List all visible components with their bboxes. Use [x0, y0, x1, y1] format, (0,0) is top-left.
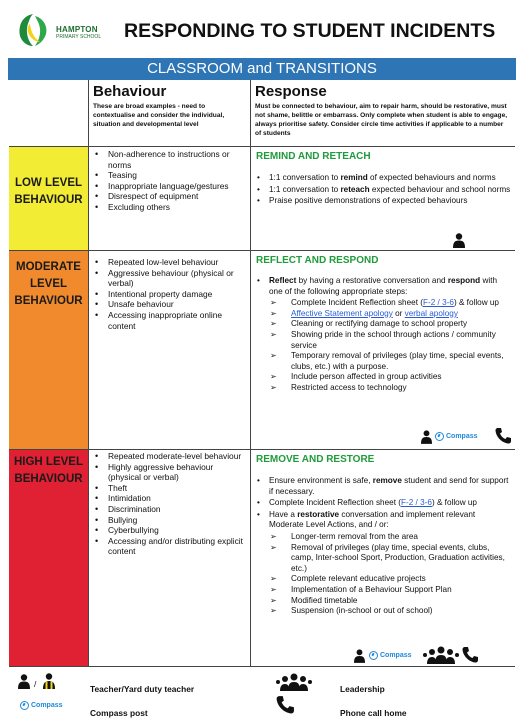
- list-item: • Unsafe behaviour: [95, 299, 247, 310]
- list-item: ➢ Cleaning or rectifying damage to school property: [256, 319, 511, 330]
- list-item: ➢ Affective Statement apology or verbal apology: [256, 309, 511, 320]
- list-item: • Bullying: [95, 515, 247, 526]
- list-item: • Cyberbullying: [95, 525, 247, 536]
- high-response-cell: [251, 450, 515, 666]
- moderate-response-list: [251, 267, 515, 394]
- high-level-label: HIGH LEVEL BEHAVIOUR: [13, 456, 83, 485]
- list-item: • Accessing inappropriate online content: [95, 310, 247, 331]
- teacher-icon: [453, 233, 465, 248]
- response-heading: Response: [255, 83, 327, 100]
- high-response-title: REMOVE AND RESTORE: [256, 454, 375, 465]
- list-item: • Intimidation: [95, 493, 247, 504]
- list-item: • 1:1 conversation to remind of expected behaviours and norms: [256, 173, 511, 184]
- compass-icon: [20, 701, 63, 710]
- teacher-icon: [18, 674, 30, 689]
- compass-label: Compass: [380, 652, 412, 659]
- list-item: • Theft: [95, 483, 247, 494]
- page-title: RESPONDING TO STUDENT INCIDENTS: [124, 20, 496, 42]
- list-item: • Repeated moderate-level behaviour: [95, 451, 247, 462]
- legend-slash: /: [34, 679, 37, 689]
- low-response-list: [251, 163, 515, 207]
- list-item: • Repeated low-level behaviour: [95, 257, 247, 268]
- high-level-label-cell: [9, 450, 89, 666]
- list-item: ➢ Implementation of a Behaviour Support Plan: [256, 585, 511, 596]
- list-item: • Intentional property damage: [95, 289, 247, 300]
- compass-label: Compass: [446, 433, 478, 440]
- low-response-title: REMIND AND RETEACH: [256, 151, 371, 162]
- school-logo: [16, 12, 50, 48]
- list-item: • Disrespect of equipment: [95, 191, 247, 202]
- list-item: ➢ Showing pride in the school through actions / community service: [256, 330, 511, 351]
- list-item: • Excluding others: [95, 202, 247, 213]
- list-item: • Aggressive behaviour (physical or verbal): [95, 268, 247, 289]
- affective-statement-link[interactable]: Affective Statement apology: [291, 308, 393, 318]
- low-level-row: [9, 147, 515, 251]
- list-item: ➢ Removal of privileges (play time, special events, clubs, camp, Inter-school Sport, Production, Graduation activities, etc.): [256, 543, 511, 575]
- list-item: ➢ Temporary removal of privileges (play time, special events, clubs, etc.) with a purpose.: [256, 351, 511, 372]
- school-subtitle: PRIMARY SCHOOL: [56, 34, 102, 40]
- leadership-icon: [276, 673, 312, 691]
- high-level-row: [9, 450, 515, 667]
- high-behaviour-cell: [89, 450, 251, 666]
- list-item: • Discrimination: [95, 504, 247, 515]
- phone-icon: [276, 695, 294, 714]
- list-item: ➢ Suspension (in-school or out of school): [256, 606, 511, 617]
- list-item: ➢ Longer-term removal from the area: [256, 532, 511, 543]
- legend: [0, 668, 522, 726]
- list-item: ➢ Include person affected in group activities: [256, 372, 511, 383]
- low-behaviour-cell: [89, 147, 251, 250]
- legend-leadership-label: Leadership: [340, 684, 385, 694]
- behaviour-description: These are broad examples - need to contextualise and consider the individual, situation and developmental level: [93, 103, 225, 128]
- moderate-behaviour-cell: [89, 251, 251, 449]
- moderate-response-title: REFLECT AND RESPOND: [256, 255, 379, 266]
- behaviour-header-cell: [89, 80, 251, 146]
- high-response-list: [251, 466, 515, 617]
- reflection-sheet-link[interactable]: F-2 / 3-6: [422, 298, 454, 308]
- verbal-apology-link[interactable]: verbal apology: [404, 308, 458, 318]
- list-item: ➢ Restricted access to technology: [256, 383, 511, 394]
- list-item: • Ensure environment is safe, remove student and send for support if necessary.: [256, 476, 511, 497]
- leadership-icon: [423, 646, 459, 664]
- legend-teacher-label: Teacher/Yard duty teacher: [90, 684, 195, 694]
- phone-icon: [462, 646, 478, 663]
- moderate-response-cell: [251, 251, 515, 449]
- list-item: ➢ Complete relevant educative projects: [256, 574, 511, 585]
- list-item: • Highly aggressive behaviour (physical or verbal): [95, 462, 247, 483]
- moderate-level-label-cell: [9, 251, 89, 449]
- list-item: • Accessing and/or distributing explicit content: [95, 536, 247, 557]
- school-name: HAMPTON: [56, 25, 98, 34]
- compass-icon: [369, 651, 412, 660]
- moderate-level-row: [9, 251, 515, 450]
- list-item: • Teasing: [95, 170, 247, 181]
- list-item: • Inappropriate language/gestures: [95, 181, 247, 192]
- low-level-label-cell: [9, 147, 89, 250]
- phone-icon: [495, 427, 511, 444]
- list-item: • Reflect by having a restorative conversation and respond with one of the following appropriate steps:: [256, 276, 511, 297]
- table-header-row: [9, 80, 515, 147]
- behaviour-heading: Behaviour: [93, 83, 167, 100]
- legend-compass-label: Compass post: [90, 708, 148, 718]
- list-item: ➢ Complete Incident Reflection sheet (F-2 / 3-6) & follow up: [256, 298, 511, 309]
- compass-label: Compass: [31, 702, 63, 709]
- list-item: • Non-adherence to instructions or norms: [95, 149, 247, 170]
- list-item: • Praise positive demonstrations of expected behaviours: [256, 196, 511, 207]
- moderate-behaviour-list: [89, 251, 250, 331]
- section-banner: CLASSROOM and TRANSITIONS: [8, 58, 516, 80]
- teacher-icon: [421, 430, 432, 444]
- compass-icon: [435, 432, 478, 441]
- yard-duty-icon: [42, 673, 56, 689]
- corner-cell: [9, 80, 89, 146]
- list-item: • Complete Incident Reflection sheet (F-2 / 3-6) & follow up: [256, 498, 511, 509]
- reflection-sheet-link[interactable]: F-2 / 3-6: [400, 498, 432, 508]
- list-item: • 1:1 conversation to reteach expected behaviour and school norms: [256, 185, 511, 196]
- legend-phone-label: Phone call home: [340, 708, 407, 718]
- list-item: • Have a restorative conversation and implement relevant Moderate Level Actions, and / or:: [256, 510, 511, 531]
- low-behaviour-list: [89, 147, 250, 213]
- moderate-level-label: MODERATE LEVEL BEHAVIOUR: [14, 261, 83, 307]
- high-behaviour-list: [89, 450, 250, 557]
- low-level-label: LOW LEVEL BEHAVIOUR: [14, 177, 83, 206]
- response-header-cell: [251, 80, 515, 146]
- list-item: ➢ Modified timetable: [256, 596, 511, 607]
- response-description: Must be connected to behaviour, aim to repair harm, should be restorative, must not shame, belittle or embarrass. Only complete when student is able to engage, always prioritise safety. Consider circle time activities if applicable to a number of students: [255, 103, 508, 137]
- low-response-cell: [251, 147, 515, 250]
- teacher-icon: [354, 649, 365, 663]
- page-header: [0, 0, 522, 56]
